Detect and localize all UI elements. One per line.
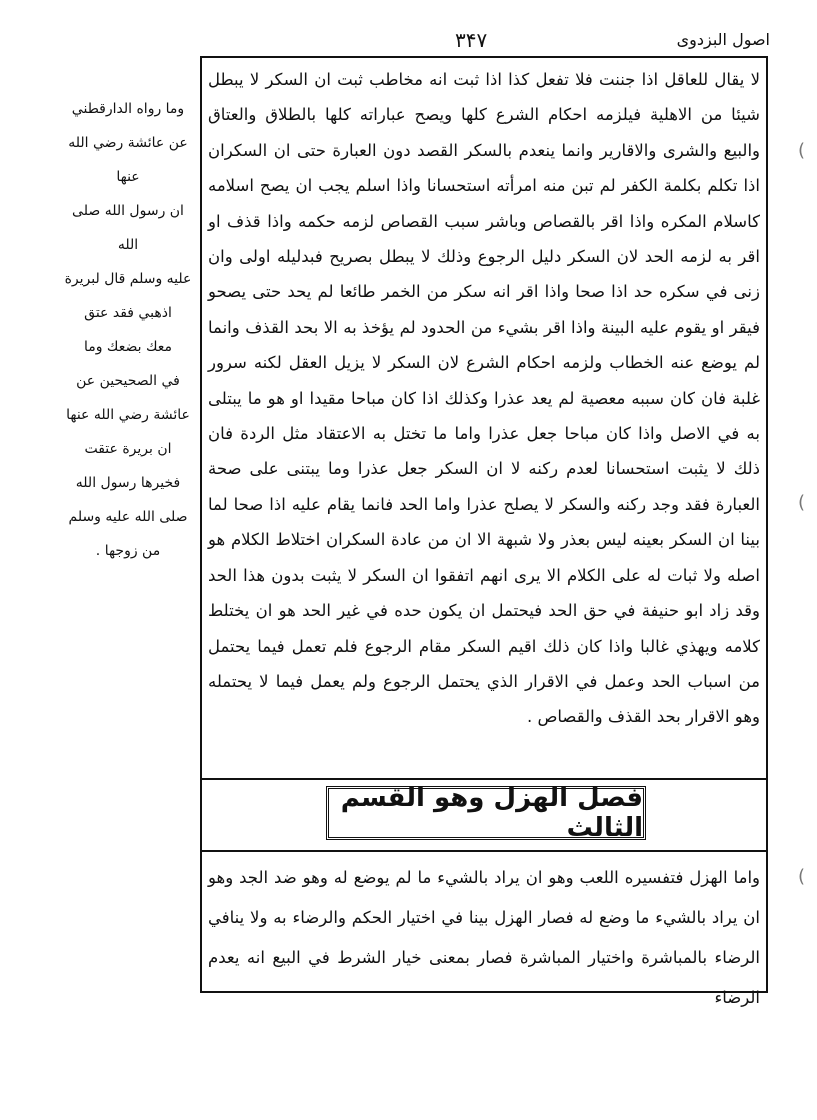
section-text-block <box>208 858 760 1018</box>
margin-note-line: اذهبي فقد عتق <box>84 305 172 321</box>
main-text-block <box>208 62 760 735</box>
section-paragraph: واما الهزل فتفسيره اللعب وهو ان يراد بالشيء ما لم يوضع له وهو ضد الجد وهو ان يراد بالشيء ما وضع له فصار الهزل بينا في اختيار الحكم والرضاء به ولا ينافي الرضاء بالمباشرة واختيار المباشرة فصار بمعنى خيار الشرط في البيع انه يعدم الرضاء <box>208 868 760 1007</box>
main-text-frame <box>200 56 768 1007</box>
main-paragraph: لا يقال للعاقل اذا جننت فلا تفعل كذا اذا ثبت انه مخاطب ثبت ان السكر لا يبطل شيئا من الاهلية فيلزمه احكام الشرع كلها ويصح عباراته كلها بالطلاق والعتاق والبيع والشرى والاقارير وانما ينعدم بالسكر القصد دون العبارة حتى ان السكران اذا تكلم بكلمة الكفر لم تبن منه امرأته استحسانا واذا اسلم يجب ان يصح اسلامه كاسلام المكره واذا اقر بالقصاص وباشر سبب القصاص لزمه حكمه واذا قذف او اقر به لزمه الحد لان السكر دليل الرجوع وذلك لا يبطل بصريح فبدليله اولى وان زنى في سكره حد اذا صحا واذا اقر انه سكر من الخمر طائعا لم يحد حتى يصحو فيقر او يقوم عليه البينة واذا اقر بشيء من الحدود لم يؤخذ به الا بحد القذف وانما لم يوضع عنه الخطاب ولزمه احكام الشرع لان السكر لا يزيل العقل لكنه سرور غلبة فان كان سببه معصية لم يعد عذرا وكذلك اذا كان مباحا مقيدا او هو ما يبتلى به في الاصل واذا كان مباحا جعل عذرا واما ما تختل به الاعتقاد مثل الردة فان ذلك لا يثبت استحسانا لعدم ركنه لا ان السكر جعل عذرا وما يبتنى على صحة العبارة فقد وجد ركنه والسكر لا يصلح عذرا واما الحد فانما يقام عليه اذا صحا لما بينا ان السكر بعينه ليس بعذر ولا شبهة الا ان من عادة السكران اختلاط الكلام هو اصله ولا ثبات له على الكلام الا يرى انهم اتفقوا ان السكر لا يثبت بدون هذا الحد وقد زاد ابو حنيفة في حق الحد فيحتمل ان يكون حده في غير الحد هو ان يختلط كلامه ويهذي غالبا واذا كان ذلك اقيم السكر مقام الرجوع فلم تعمل فيما يحتمل من اسباب الحد وعمل في الاقرار الذي يحتمل الرجوع ولم يعمل فيما لا يحتمله وهو الاقرار بحد القذف والقصاص . <box>208 70 760 727</box>
book-title: اصول البزدوی <box>676 30 770 49</box>
section-title-box <box>326 783 646 843</box>
margin-note-line: فخيرها رسول الله <box>75 475 181 491</box>
margin-note-line: عليه وسلم قال لبريرة <box>64 271 192 287</box>
scan-edge-mark: ( <box>798 492 806 513</box>
section-heading-band <box>202 778 766 852</box>
section-title: فصل الهزل وهو القسم الثالث <box>340 783 643 843</box>
margin-note-line: عائشة رضي الله عنها <box>66 407 190 423</box>
scan-edge-mark: ( <box>798 866 806 887</box>
margin-note-line: صلى الله عليه وسلم <box>68 509 188 525</box>
margin-note-line: في الصحيحين عن <box>76 373 180 389</box>
scan-edge-mark: ( <box>798 140 806 161</box>
margin-note-line: وما رواه الدارقطني <box>71 101 185 117</box>
margin-note-line: ان رسول الله صلى الله <box>72 203 184 253</box>
page-header <box>200 30 770 58</box>
margin-note-line: من زوجها . <box>95 543 161 559</box>
page-number: ۳۴۷ <box>455 28 488 52</box>
margin-note-line: عن عائشة رضي الله عنها <box>68 135 188 185</box>
margin-note-line: معك بضعك وما <box>83 339 173 355</box>
margin-note <box>60 92 196 568</box>
margin-note-line: ان بريرة عتقت <box>84 441 172 457</box>
